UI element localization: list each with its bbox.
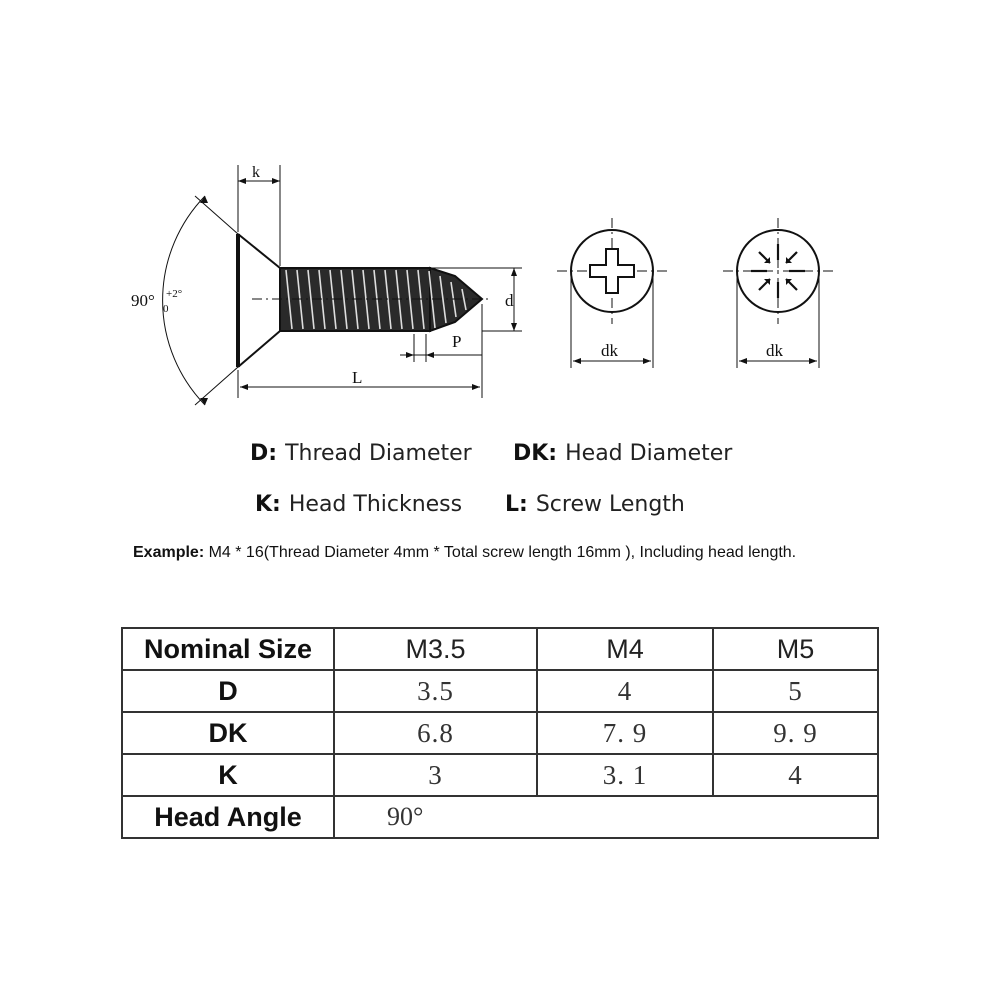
table-cell: 7. 9 <box>537 712 713 754</box>
legend-key: D: <box>250 441 278 466</box>
example-label: Example: <box>133 544 205 561</box>
size-header: M3.5 <box>334 628 537 670</box>
table-cell: 9. 9 <box>713 712 878 754</box>
p-dimension <box>400 334 482 362</box>
d-label: d <box>505 291 514 310</box>
legend-key: DK: <box>513 441 558 466</box>
row-header: D <box>122 670 334 712</box>
row-header: Head Angle <box>122 796 334 838</box>
legend-text: Thread Diameter <box>285 441 472 466</box>
angle-label: 90° <box>131 291 155 310</box>
table-cell: 5 <box>713 670 878 712</box>
table-cell: 4 <box>713 754 878 796</box>
size-header: M5 <box>713 628 878 670</box>
table-row <box>122 712 878 754</box>
dk-label-pozidriv: dk <box>766 341 783 360</box>
l-label: L <box>352 368 363 387</box>
legend-text: Head Thickness <box>288 492 463 517</box>
table-cell: 6.8 <box>334 712 537 754</box>
table-row <box>122 670 878 712</box>
spec-table <box>121 627 879 839</box>
legend-key: L: <box>505 492 528 517</box>
table-cell: 3.5 <box>334 670 537 712</box>
angle-dimension <box>163 196 238 405</box>
legend-text: Screw Length <box>535 492 685 517</box>
table-cell: 3. 1 <box>537 754 713 796</box>
table-row <box>122 628 878 670</box>
row-header: Nominal Size <box>122 628 334 670</box>
legend-thread-diameter <box>250 441 472 466</box>
legend-key: K: <box>255 492 281 517</box>
screw-head <box>238 234 280 367</box>
row-header: K <box>122 754 334 796</box>
example-text: M4 * 16(Thread Diameter 4mm * Total screw length 16mm ), Including head length. <box>204 544 797 561</box>
size-header: M4 <box>537 628 713 670</box>
p-label: P <box>452 332 462 351</box>
table-row <box>122 796 878 838</box>
table-cell: 3 <box>334 754 537 796</box>
legend-text: Head Diameter <box>565 441 733 466</box>
dk-label-phillips: dk <box>601 341 618 360</box>
legend-head-thickness <box>255 492 462 517</box>
table-cell: 4 <box>537 670 713 712</box>
example-note <box>133 544 796 562</box>
angle-tolerance-upper: +2° <box>166 288 183 300</box>
row-header: DK <box>122 712 334 754</box>
legend-head-diameter <box>513 441 732 466</box>
head-angle-value: 90° <box>334 796 878 838</box>
legend-screw-length <box>505 492 685 517</box>
k-label: k <box>252 164 260 181</box>
angle-tolerance-lower: 0 <box>163 303 169 315</box>
table-row <box>122 754 878 796</box>
screw-drawing <box>0 0 1000 440</box>
